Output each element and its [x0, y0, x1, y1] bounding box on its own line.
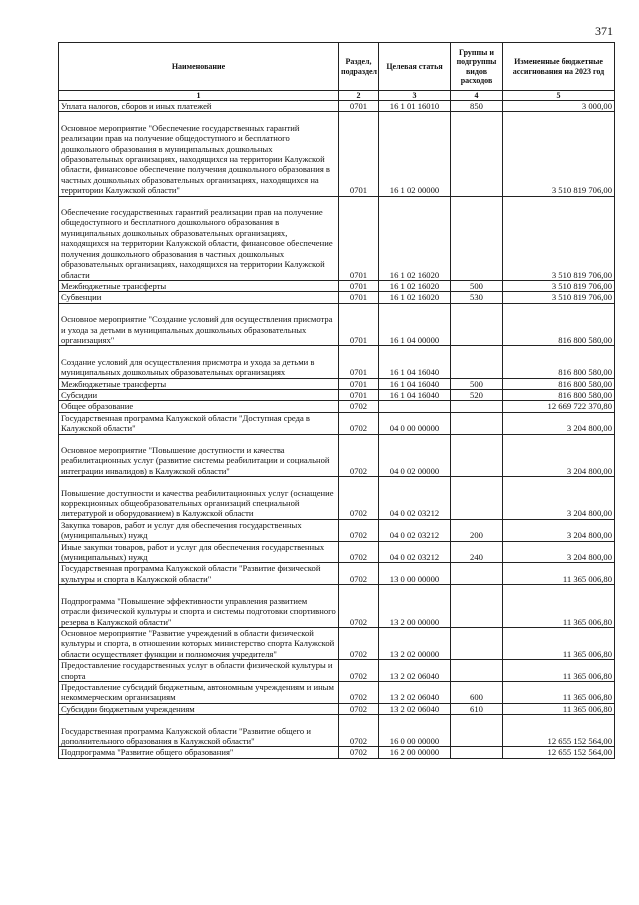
- row-group: 240: [451, 541, 503, 563]
- row-name: Субсидии: [59, 389, 339, 400]
- row-section: 0701: [339, 112, 379, 196]
- row-amount: 11 365 006,80: [503, 563, 615, 585]
- row-amount: 3 510 819 706,00: [503, 280, 615, 291]
- row-name: Субсидии бюджетным учреждениям: [59, 703, 339, 714]
- row-amount: 3 204 800,00: [503, 519, 615, 541]
- table-row: [59, 703, 615, 714]
- row-amount: 3 204 800,00: [503, 434, 615, 477]
- table-row: [59, 563, 615, 585]
- row-article: [379, 401, 451, 412]
- row-amount: 3 510 819 706,00: [503, 292, 615, 303]
- row-amount: 12 655 152 564,00: [503, 747, 615, 758]
- row-group: [451, 346, 503, 378]
- table-row: [59, 747, 615, 758]
- header-name: Наименование: [59, 43, 339, 91]
- row-group: [451, 563, 503, 585]
- row-section: 0702: [339, 519, 379, 541]
- row-article: 13 2 00 00000: [379, 585, 451, 628]
- row-amount: 816 800 580,00: [503, 303, 615, 346]
- row-section: 0702: [339, 715, 379, 747]
- row-amount: 3 204 800,00: [503, 541, 615, 563]
- row-section: 0701: [339, 303, 379, 346]
- header-amount: Измененные бюджетные ассигнования на 2023 год: [503, 43, 615, 91]
- row-article: 16 1 04 16040: [379, 378, 451, 389]
- row-name: Государственная программа Калужской области "Доступная среда в Калужской области": [59, 412, 339, 434]
- row-amount: 3 204 800,00: [503, 477, 615, 520]
- row-article: 16 1 02 16020: [379, 280, 451, 291]
- row-amount: 3 000,00: [503, 101, 615, 112]
- row-name: Основное мероприятие "Обеспечение государственных гарантий реализации прав на получение общедоступного и бесплатного дошкольного образования в муниципальных дошкольных образовательных организациях, находящихся на территории Калужской области, финансовое обеспечение получения дошкольного образования в частных дошкольных образовательных организациях, находящихся на территории Калужской области": [59, 112, 339, 196]
- table-row: [59, 627, 615, 659]
- row-amount: 12 655 152 564,00: [503, 715, 615, 747]
- row-group: [451, 401, 503, 412]
- row-name: Подпрограмма "Повышение эффективности управления развитием отрасли физической культуры и спорта и системы подготовки спортивного резерва в Калужской области": [59, 585, 339, 628]
- row-section: 0701: [339, 196, 379, 280]
- table-row: [59, 434, 615, 477]
- row-article: 16 0 00 00000: [379, 715, 451, 747]
- row-article: 04 0 00 00000: [379, 412, 451, 434]
- row-name: Уплата налогов, сборов и иных платежей: [59, 101, 339, 112]
- table-row: [59, 401, 615, 412]
- row-article: 13 2 02 00000: [379, 627, 451, 659]
- row-group: [451, 196, 503, 280]
- row-article: 13 2 02 06040: [379, 703, 451, 714]
- row-group: 530: [451, 292, 503, 303]
- row-amount: 11 365 006,80: [503, 660, 615, 682]
- row-article: 16 1 04 16040: [379, 389, 451, 400]
- header-group: Группы и подгруппы видов расходов: [451, 43, 503, 91]
- page-number: 371: [595, 24, 613, 38]
- table-row: [59, 660, 615, 682]
- row-name: Обеспечение государственных гарантий реализации прав на получение общедоступного и бесплатного дошкольного образования в муниципальных дошкольных образовательных организациях, находящихся на территории Калужской области, финансовое обеспечение получения дошкольного образования в частных дошкольных образовательных организациях, находящихся на территории Калужской области: [59, 196, 339, 280]
- column-number: 1: [59, 91, 339, 101]
- row-article: 04 0 02 03212: [379, 477, 451, 520]
- row-section: 0702: [339, 412, 379, 434]
- row-group: [451, 627, 503, 659]
- table-row: [59, 477, 615, 520]
- row-name: Создание условий для осуществления присмотра и ухода за детьми в муниципальных дошкольных образовательных организациях: [59, 346, 339, 378]
- row-amount: 11 365 006,80: [503, 627, 615, 659]
- row-section: 0702: [339, 401, 379, 412]
- table-row: [59, 715, 615, 747]
- row-section: 0702: [339, 563, 379, 585]
- column-number: 3: [379, 91, 451, 101]
- row-article: 16 1 04 16040: [379, 346, 451, 378]
- column-number: 5: [503, 91, 615, 101]
- row-group: 600: [451, 681, 503, 703]
- row-article: 13 2 02 06040: [379, 681, 451, 703]
- row-amount: 11 365 006,80: [503, 585, 615, 628]
- table-row: [59, 389, 615, 400]
- row-group: [451, 477, 503, 520]
- row-name: Межбюджетные трансферты: [59, 378, 339, 389]
- row-name: Государственная программа Калужской области "Развитие физической культуры и спорта в Калужской области": [59, 563, 339, 585]
- row-group: [451, 303, 503, 346]
- table-row: [59, 196, 615, 280]
- row-group: 500: [451, 280, 503, 291]
- row-article: 04 0 02 03212: [379, 519, 451, 541]
- row-section: 0702: [339, 477, 379, 520]
- row-group: 500: [451, 378, 503, 389]
- row-name: Межбюджетные трансферты: [59, 280, 339, 291]
- row-group: 520: [451, 389, 503, 400]
- table-row: [59, 280, 615, 291]
- row-name: Предоставление субсидий бюджетным, автономным учреждениям и иным некоммерческим организациям: [59, 681, 339, 703]
- table-row: [59, 412, 615, 434]
- table-row: [59, 292, 615, 303]
- row-article: 04 0 02 03212: [379, 541, 451, 563]
- row-article: 16 1 02 16020: [379, 292, 451, 303]
- row-name: Предоставление государственных услуг в области физической культуры и спорта: [59, 660, 339, 682]
- table-row: [59, 112, 615, 196]
- row-name: Основное мероприятие "Создание условий для осуществления присмотра и ухода за детьми в муниципальных дошкольных образовательных организациях": [59, 303, 339, 346]
- row-article: 16 1 04 00000: [379, 303, 451, 346]
- row-section: 0702: [339, 747, 379, 758]
- row-name: Государственная программа Калужской области "Развитие общего и дополнительного образования в Калужской области": [59, 715, 339, 747]
- row-group: [451, 715, 503, 747]
- row-name: Закупка товаров, работ и услуг для обеспечения государственных (муниципальных) нужд: [59, 519, 339, 541]
- column-number-row: [59, 91, 615, 101]
- row-name: Основное мероприятие "Развитие учреждений в области физической культуры и спорта, в отношении которых министерство спорта Калужской области осуществляет функции и полномочия учредителя": [59, 627, 339, 659]
- table-row: [59, 346, 615, 378]
- row-amount: 11 365 006,80: [503, 681, 615, 703]
- row-article: 16 1 01 16010: [379, 101, 451, 112]
- row-section: 0702: [339, 434, 379, 477]
- row-amount: 3 510 819 706,00: [503, 196, 615, 280]
- table-row: [59, 519, 615, 541]
- table-body: [59, 101, 615, 759]
- row-group: 610: [451, 703, 503, 714]
- row-section: 0701: [339, 389, 379, 400]
- row-section: 0701: [339, 346, 379, 378]
- table-row: [59, 378, 615, 389]
- row-amount: 11 365 006,80: [503, 703, 615, 714]
- header-article: Целевая статья: [379, 43, 451, 91]
- row-article: 16 2 00 00000: [379, 747, 451, 758]
- column-number: 2: [339, 91, 379, 101]
- table-row: [59, 101, 615, 112]
- row-section: 0702: [339, 660, 379, 682]
- row-article: 16 1 02 16020: [379, 196, 451, 280]
- row-section: 0702: [339, 703, 379, 714]
- row-group: [451, 112, 503, 196]
- row-section: 0702: [339, 585, 379, 628]
- budget-table: [58, 42, 615, 759]
- row-group: [451, 747, 503, 758]
- row-article: 13 2 02 06040: [379, 660, 451, 682]
- row-section: 0701: [339, 101, 379, 112]
- row-amount: 816 800 580,00: [503, 378, 615, 389]
- row-amount: 3 204 800,00: [503, 412, 615, 434]
- column-number: 4: [451, 91, 503, 101]
- row-amount: 12 669 722 370,80: [503, 401, 615, 412]
- row-amount: 816 800 580,00: [503, 389, 615, 400]
- row-group: 850: [451, 101, 503, 112]
- row-section: 0701: [339, 280, 379, 291]
- row-amount: 3 510 819 706,00: [503, 112, 615, 196]
- row-section: 0701: [339, 378, 379, 389]
- row-group: [451, 585, 503, 628]
- row-name: Субвенции: [59, 292, 339, 303]
- row-name: Основное мероприятие "Повышение доступности и качества реабилитационных услуг (развитие системы реабилитации и социальной интеграции инвалидов) в Калужской области": [59, 434, 339, 477]
- row-section: 0702: [339, 681, 379, 703]
- row-group: [451, 412, 503, 434]
- row-section: 0702: [339, 541, 379, 563]
- row-article: 16 1 02 00000: [379, 112, 451, 196]
- row-section: 0701: [339, 292, 379, 303]
- row-article: 04 0 02 00000: [379, 434, 451, 477]
- header-row: [59, 43, 615, 91]
- row-group: [451, 434, 503, 477]
- row-name: Подпрограмма "Развитие общего образования": [59, 747, 339, 758]
- row-name: Общее образование: [59, 401, 339, 412]
- table-row: [59, 585, 615, 628]
- row-amount: 816 800 580,00: [503, 346, 615, 378]
- table-row: [59, 681, 615, 703]
- row-name: Повышение доступности и качества реабилитационных услуг (оснащение коррекционных общеобразовательных организаций специальной литературой и оборудованием) в Калужской области: [59, 477, 339, 520]
- table-row: [59, 303, 615, 346]
- row-group: [451, 660, 503, 682]
- row-section: 0702: [339, 627, 379, 659]
- row-name: Иные закупки товаров, работ и услуг для обеспечения государственных (муниципальных) нужд: [59, 541, 339, 563]
- row-article: 13 0 00 00000: [379, 563, 451, 585]
- row-group: 200: [451, 519, 503, 541]
- table-row: [59, 541, 615, 563]
- header-section: Раздел, подраздел: [339, 43, 379, 91]
